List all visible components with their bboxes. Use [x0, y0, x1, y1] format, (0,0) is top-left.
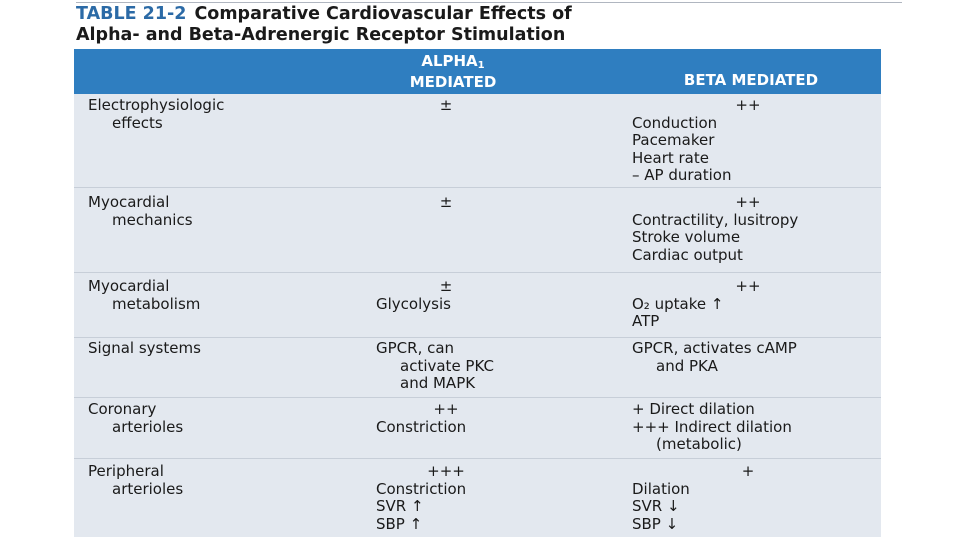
row-label — [88, 278, 368, 313]
row-divider — [74, 272, 881, 273]
row-label-line: Peripheral — [88, 462, 164, 480]
row-label-line: Coronary — [88, 400, 157, 418]
row-label-line: Myocardial — [88, 193, 170, 211]
beta-cell — [632, 194, 877, 264]
alpha-line: SVR ↑ — [376, 497, 424, 515]
beta-cell — [632, 463, 877, 533]
header-alpha-mediated — [382, 53, 524, 91]
alpha-cell — [376, 463, 606, 533]
table-title — [76, 4, 906, 46]
table-number: TABLE 21-2 — [76, 4, 187, 24]
table-header — [74, 49, 881, 94]
row-divider — [74, 458, 881, 459]
alpha-line: Constriction — [376, 479, 467, 498]
row-label-line: effects — [112, 113, 163, 132]
row-label — [88, 340, 368, 358]
beta-line: ATP — [632, 312, 660, 330]
beta-line: SBP ↓ — [632, 514, 679, 533]
header-alpha-label: ALPHA — [421, 52, 478, 70]
beta-line: Pacemaker — [632, 131, 715, 149]
beta-symbol: ++ — [735, 96, 761, 114]
comparison-table — [74, 49, 881, 537]
beta-line: Stroke volume — [632, 228, 741, 246]
row-label-line: Electrophysiologic — [88, 96, 225, 114]
header-alpha-mediated-label: MEDIATED — [409, 73, 497, 91]
alpha-line: Glycolysis — [376, 294, 451, 313]
row-label-line: arterioles — [112, 417, 184, 436]
row-divider — [74, 397, 881, 398]
alpha-symbol: ± — [439, 193, 453, 211]
alpha-cell — [376, 278, 606, 313]
beta-line: Conduction — [632, 113, 718, 132]
beta-line: Contractility, lusitropy — [632, 210, 799, 229]
beta-cell — [632, 401, 877, 454]
beta-cell — [632, 340, 877, 375]
alpha-cell — [376, 97, 606, 115]
title-rule — [76, 2, 902, 3]
title-line-1 — [76, 4, 906, 25]
beta-line: O₂ uptake ↑ — [632, 294, 724, 313]
beta-line: GPCR, activates cAMP — [632, 339, 797, 357]
beta-symbol: + — [741, 462, 755, 480]
beta-line: Dilation — [632, 479, 690, 498]
beta-line: – AP duration — [632, 166, 732, 184]
row-divider — [74, 187, 881, 188]
row-label — [88, 463, 368, 498]
row-divider — [74, 337, 881, 338]
alpha-symbol: ++ — [433, 400, 459, 418]
alpha-symbol: ± — [439, 277, 453, 295]
beta-cell — [632, 278, 877, 331]
row-label — [88, 194, 368, 229]
beta-line: +++ Indirect dilation — [632, 417, 792, 436]
header-alpha-subscript: 1 — [477, 60, 485, 71]
alpha-symbol: +++ — [427, 462, 465, 480]
beta-symbol: ++ — [735, 193, 761, 211]
beta-symbol: ++ — [735, 277, 761, 295]
row-label-line: arterioles — [112, 479, 184, 498]
beta-line: Heart rate — [632, 148, 709, 167]
beta-line: and PKA — [656, 356, 718, 375]
alpha-line: and MAPK — [400, 374, 476, 392]
alpha-line: activate PKC — [400, 356, 494, 375]
row-label-line: Signal systems — [88, 339, 201, 357]
header-beta-mediated: BETA MEDIATED — [683, 71, 819, 89]
row-label — [88, 401, 368, 436]
title-line-2: Alpha- and Beta-Adrenergic Receptor Stimulation — [76, 25, 566, 45]
alpha-cell — [376, 194, 606, 212]
alpha-cell — [376, 340, 606, 393]
beta-line: SVR ↓ — [632, 497, 680, 515]
alpha-cell — [376, 401, 606, 436]
title-text-1: Comparative Cardiovascular Effects of — [194, 4, 572, 24]
alpha-line: Constriction — [376, 417, 467, 436]
alpha-line: SBP ↑ — [376, 514, 423, 533]
beta-line: (metabolic) — [656, 435, 742, 453]
beta-cell — [632, 97, 877, 185]
beta-line: + Direct dilation — [632, 400, 755, 418]
alpha-line: GPCR, can — [376, 339, 455, 357]
row-label-line: mechanics — [112, 210, 193, 229]
beta-line: Cardiac output — [632, 245, 743, 264]
row-label-line: Myocardial — [88, 277, 170, 295]
row-label — [88, 97, 368, 132]
alpha-symbol: ± — [439, 96, 453, 114]
row-label-line: metabolism — [112, 294, 201, 313]
